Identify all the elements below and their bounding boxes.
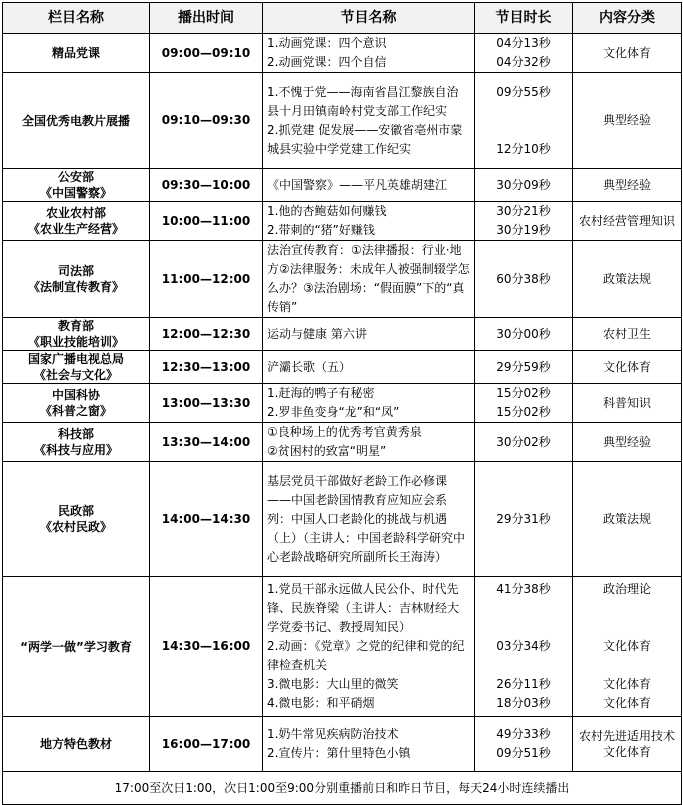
column-name-cell	[3, 351, 150, 384]
category-cell	[573, 318, 682, 351]
column-subtitle: 《科技与应用》	[33, 443, 118, 457]
duration: 09分51秒	[496, 746, 551, 760]
column-subtitle: 《法制宣传教育》	[27, 280, 124, 294]
category-cell	[573, 202, 682, 241]
category-cell	[573, 169, 682, 202]
duration-cell	[475, 318, 573, 351]
program-name: 1.动画党课：四个意识	[267, 36, 387, 50]
program-name: 2.动画：《党章》之党的纪律和党的纪律检查机关	[267, 639, 465, 672]
table-row	[3, 169, 682, 202]
column-name-cell	[3, 202, 150, 241]
table-row	[3, 423, 682, 462]
header-row	[3, 3, 682, 34]
program-cell	[263, 34, 475, 73]
column-name: 全国优秀电教片展播	[21, 113, 130, 128]
duration: 30分19秒	[496, 223, 551, 237]
column-name-cell	[3, 717, 150, 772]
duration: 41分38秒	[496, 582, 551, 596]
header-duration: 节目时长	[475, 3, 573, 34]
program-cell	[263, 73, 475, 169]
column-name: 国家广播电视总局	[27, 352, 124, 366]
duration-cell	[475, 462, 573, 577]
column-name-cell	[3, 318, 150, 351]
program-cell	[263, 169, 475, 202]
program-name: 2.宣传片：第什里特色小镇	[267, 746, 411, 760]
column-name-cell	[3, 384, 150, 423]
air-time: 14:00—14:30	[150, 462, 263, 577]
program-name: 2.抓党建 促发展——安徽省亳州市蒙城县实验中学党建工作纪实	[267, 122, 463, 156]
table-row	[3, 34, 682, 73]
duration: 12分10秒	[496, 141, 551, 156]
program-cell	[263, 423, 475, 462]
program-name: ②贫困村的致富“明星”	[267, 444, 387, 458]
duration-cell	[475, 241, 573, 318]
column-name-cell	[3, 577, 150, 717]
program-name: 1.赶海的鸭子有秘密	[267, 386, 375, 400]
duration: 29分31秒	[496, 511, 551, 526]
program-name: 浐灞长歌（五）	[267, 359, 352, 374]
duration-cell	[475, 577, 573, 717]
duration-cell	[475, 423, 573, 462]
column-subtitle: 《社会与文化》	[33, 368, 118, 382]
column-name: 科技部	[57, 427, 94, 441]
air-time: 11:00—12:00	[150, 241, 263, 318]
column-name-cell	[3, 169, 150, 202]
program-name: 1.党员干部永远做人民公仆、时代先锋、民族脊梁（主讲人：吉林财经大学党委书记、教授周知民）	[267, 582, 460, 634]
program-name: ①良种场上的优秀考官黄秀泉	[267, 425, 422, 439]
program-name: 1.奶牛常见疾病防治技术	[267, 727, 399, 741]
column-subtitle: 《科普之窗》	[39, 404, 112, 418]
category: 农村经营管理知识	[578, 213, 675, 228]
category: 文化体育	[602, 359, 651, 374]
category-cell	[573, 717, 682, 772]
air-time: 14:30—16:00	[150, 577, 263, 717]
column-name: 农业农村部	[45, 206, 106, 220]
table-row	[3, 462, 682, 577]
table-row	[3, 717, 682, 772]
category-cell	[573, 34, 682, 73]
duration: 26分11秒	[496, 677, 551, 691]
program-name: 基层党员干部做好老龄工作必修课——中国老龄国情教育应知应会系列：中国人口老龄化的挑战与机遇（上）（主讲人：中国老龄科学研究中心老龄战略研究所副所长王海涛）	[267, 473, 466, 564]
category: 文化体育	[602, 639, 651, 653]
duration-cell	[475, 73, 573, 169]
program-cell	[263, 717, 475, 772]
category-cell	[573, 423, 682, 462]
column-name-cell	[3, 462, 150, 577]
program-name: 2.带刺的“猪”好赚钱	[267, 223, 375, 237]
column-subtitle: 《农村民政》	[39, 520, 112, 534]
rebroadcast-note: 17:00至次日1:00，次日1:00至9:00分别重播前日和昨日节目，每天24小时连续播出	[3, 772, 682, 805]
category: 农村卫生	[602, 326, 651, 341]
program-name: 3.微电影：大山里的微笑	[267, 677, 399, 691]
category: 政策法规	[602, 271, 651, 286]
duration: 04分32秒	[496, 55, 551, 69]
column-name: “两学一做”学习教育	[20, 639, 132, 654]
column-name: 中国科协	[51, 388, 100, 402]
column-subtitle: 《中国警察》	[39, 186, 112, 200]
program-name: 《中国警察》——平凡英雄胡建江	[267, 177, 448, 192]
category-cell	[573, 462, 682, 577]
duration-cell	[475, 351, 573, 384]
air-time: 09:10—09:30	[150, 73, 263, 169]
header-category: 内容分类	[573, 3, 682, 34]
header-air-time: 播出时间	[150, 3, 263, 34]
program-name: 运动与健康 第六讲	[267, 326, 367, 341]
duration-cell	[475, 169, 573, 202]
category: 文化体育	[602, 696, 651, 710]
duration-cell	[475, 384, 573, 423]
duration-cell	[475, 34, 573, 73]
category: 科普知识	[602, 395, 651, 410]
program-cell	[263, 384, 475, 423]
program-name: 4.微电影：和平硝烟	[267, 696, 375, 710]
category: 典型经验	[602, 434, 651, 449]
program-name: 1.不愧于党——海南省昌江黎族自治县十月田镇南岭村党支部工作纪实	[267, 84, 459, 118]
program-cell	[263, 241, 475, 318]
air-time: 10:00—11:00	[150, 202, 263, 241]
table-row	[3, 351, 682, 384]
column-name: 教育部	[57, 319, 94, 333]
column-name: 地方特色教材	[39, 737, 112, 751]
duration: 04分13秒	[496, 36, 551, 50]
column-subtitle: 《职业技能培训》	[27, 335, 124, 349]
category: 政治理论	[602, 582, 651, 596]
category: 农村先进适用技术	[578, 729, 675, 743]
column-name: 民政部	[57, 504, 94, 518]
column-name: 公安部	[57, 170, 94, 184]
duration: 30分00秒	[496, 326, 551, 341]
program-cell	[263, 202, 475, 241]
duration: 18分03秒	[496, 696, 551, 710]
category: 文化体育	[602, 45, 651, 60]
duration: 29分59秒	[496, 359, 551, 374]
program-name: 2.罗非鱼变身“龙”和“凤”	[267, 405, 400, 419]
category: 政策法规	[602, 511, 651, 526]
category: 文化体育	[602, 677, 651, 691]
category: 文化体育	[602, 745, 651, 759]
header-column-name: 栏目名称	[3, 3, 150, 34]
category: 典型经验	[602, 177, 651, 192]
column-name-cell	[3, 73, 150, 169]
duration: 15分02秒	[496, 386, 551, 400]
table-row	[3, 318, 682, 351]
header-program-name: 节目名称	[263, 3, 475, 34]
air-time: 09:30—10:00	[150, 169, 263, 202]
table-row	[3, 202, 682, 241]
category-cell	[573, 384, 682, 423]
column-name-cell	[3, 241, 150, 318]
table-row	[3, 241, 682, 318]
program-cell	[263, 577, 475, 717]
air-time: 13:00—13:30	[150, 384, 263, 423]
category-cell	[573, 351, 682, 384]
column-name: 精品党课	[51, 46, 100, 60]
air-time: 13:30—14:00	[150, 423, 263, 462]
table-row	[3, 73, 682, 169]
table-row	[3, 577, 682, 717]
duration: 15分02秒	[496, 405, 551, 419]
program-cell	[263, 351, 475, 384]
program-cell	[263, 318, 475, 351]
category-cell	[573, 577, 682, 717]
column-name: 司法部	[57, 264, 94, 278]
column-subtitle: 《农业生产经营》	[27, 222, 124, 236]
duration-cell	[475, 202, 573, 241]
duration: 49分33秒	[496, 727, 551, 741]
program-cell	[263, 462, 475, 577]
air-time: 16:00—17:00	[150, 717, 263, 772]
duration: 30分02秒	[496, 434, 551, 449]
duration: 03分34秒	[496, 639, 551, 653]
duration: 09分55秒	[496, 84, 551, 99]
schedule-table	[2, 2, 682, 805]
category-cell	[573, 73, 682, 169]
air-time: 09:00—09:10	[150, 34, 263, 73]
air-time: 12:30—13:00	[150, 351, 263, 384]
duration-cell	[475, 717, 573, 772]
category-cell	[573, 241, 682, 318]
category: 典型经验	[602, 113, 651, 127]
duration: 30分09秒	[496, 177, 551, 192]
program-name: 2.动画党课：四个自信	[267, 55, 387, 69]
column-name-cell	[3, 34, 150, 73]
duration: 60分38秒	[496, 271, 551, 286]
column-name-cell	[3, 423, 150, 462]
air-time: 12:00—12:30	[150, 318, 263, 351]
program-name: 法治宣传教育：①法律播报：行业·地方②法律服务：未成年人被强制辍学怎么办？③法治剧场：“假面膜”下的“真传销”	[267, 243, 470, 314]
duration: 30分21秒	[496, 204, 551, 218]
table-row	[3, 384, 682, 423]
program-name: 1.他的杏鲍菇如何赚钱	[267, 204, 387, 218]
